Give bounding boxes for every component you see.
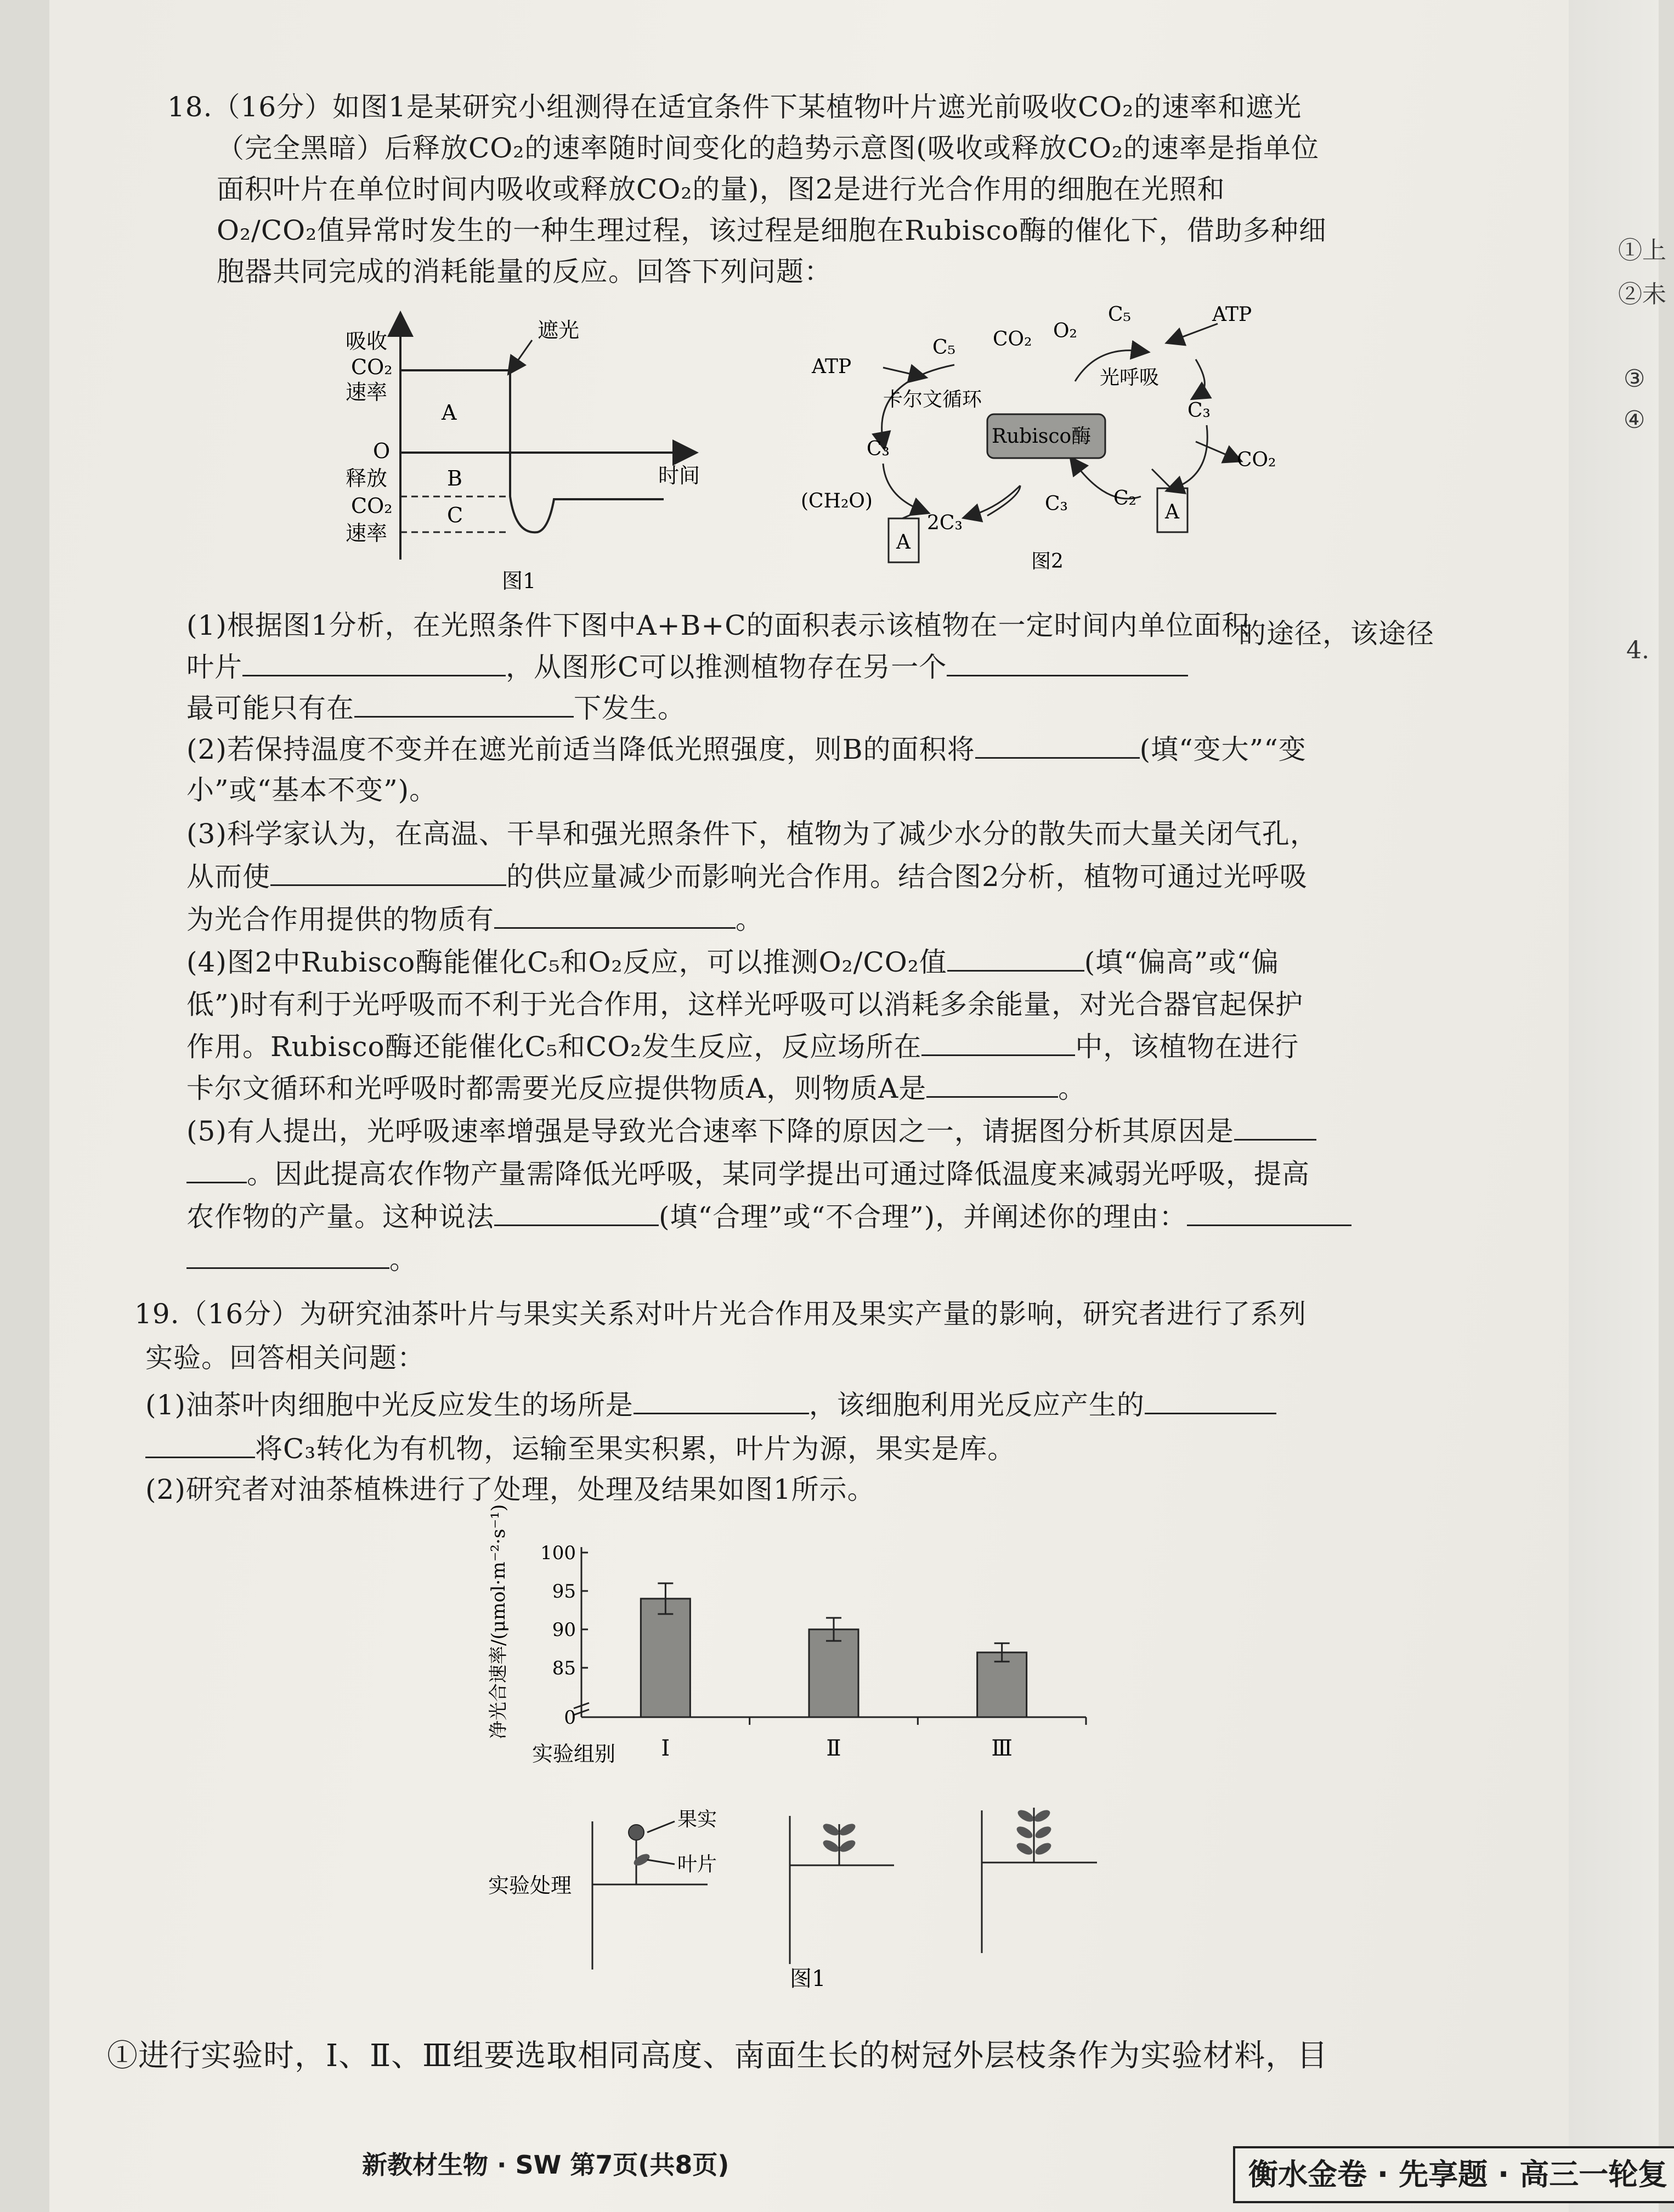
q18-sub5-line3: 农作物的产量。这种说法 (填“合理”或“不合理”)，并阐述你的理由： bbox=[186, 1203, 1351, 1231]
answer-blank bbox=[270, 862, 506, 886]
answer-blank bbox=[186, 1160, 247, 1183]
q18-sub3-line1: (3)科学家认为，在高温、干旱和强光照条件下，植物为了减少水分的散失而大量关闭气孔， bbox=[186, 818, 1318, 850]
fig1-ylabel-bottom-1: 释放 bbox=[346, 466, 388, 490]
fig2-rubisco: Rubisco酶 bbox=[992, 425, 1092, 448]
y-tick-label: 90 bbox=[552, 1619, 576, 1641]
q19-line-1: 19.（16分）为研究油茶叶片与果实关系对叶片光合作用及果实产量的影响，研究者进行了系列 bbox=[134, 1298, 1307, 1330]
fig1-shade-label: 遮光 bbox=[538, 318, 580, 342]
fig1-region-a: A bbox=[442, 400, 457, 425]
edge-fragment: 4. bbox=[1626, 636, 1649, 664]
fig2-o2: O₂ bbox=[1053, 320, 1077, 342]
q18-figure-1 bbox=[307, 307, 724, 592]
answer-blank bbox=[1145, 1391, 1276, 1414]
fig2-c3-left: C₃ bbox=[867, 438, 890, 460]
fig1-ylabel-top-2: CO₂ bbox=[351, 355, 393, 379]
treatment-label: 实验处理 bbox=[488, 1874, 572, 1898]
y-tick-label: 95 bbox=[552, 1581, 576, 1602]
fig2-c5-left: C₅ bbox=[932, 336, 955, 359]
fig1-xlabel: 时间 bbox=[658, 464, 700, 488]
chart-caption: 图1 bbox=[790, 1966, 826, 1991]
fig1-region-c: C bbox=[447, 503, 463, 527]
fig2-co2-out: CO₂ bbox=[1237, 449, 1276, 471]
q19-sub1-line2: 将C₃转化为有机物，运输至果实积累，叶片为源，果实是库。 bbox=[145, 1435, 1015, 1463]
fig1-caption: 图1 bbox=[502, 569, 536, 593]
q18-sub1-line3: 最可能只有在 下发生。 bbox=[186, 692, 686, 724]
q19-sub2-line1: (2)研究者对油茶植株进行了处理，处理及结果如图1所示。 bbox=[145, 1474, 875, 1505]
q19-figure-1 bbox=[472, 1504, 1141, 1991]
y-tick-label: 100 bbox=[540, 1542, 576, 1564]
fig2-c3-right: C₃ bbox=[1187, 399, 1211, 422]
bar-chart-plot bbox=[540, 1542, 1086, 1761]
q18-line-1: 18.（16分）如图1是某研究小组测得在适宜条件下某植物叶片遮光前吸收CO₂的速率和遮光 bbox=[167, 91, 1302, 123]
q18-sub4-line1: (4)图2中Rubisco酶能催化C₅和O₂反应，可以推测O₂/CO₂值 (填“偏高”或“偏 bbox=[186, 946, 1279, 978]
q18-sub4-line4: 卡尔文循环和光呼吸时都需要光反应提供物质A，则物质A是 。 bbox=[186, 1073, 1087, 1104]
category-label-3: Ⅲ bbox=[991, 1736, 1013, 1761]
fig2-a-left: A bbox=[896, 531, 910, 554]
answer-blank bbox=[145, 1435, 255, 1458]
q18-sub2-line2: 小”或“基本不变”)。 bbox=[186, 774, 438, 806]
fig2-c5-right: C₅ bbox=[1108, 303, 1131, 326]
q18-line-4: O₂/CO₂值异常时发生的一种生理过程，该过程是细胞在Rubisco酶的催化下，借助多种细 bbox=[217, 215, 1327, 246]
answer-blank bbox=[947, 653, 1188, 676]
q18-sub1-line1: (1)根据图1分析，在光照条件下图中A+B+C的面积表示该植物在一定时间内单位面积 bbox=[186, 610, 1250, 641]
category-label-1: Ⅰ bbox=[661, 1736, 670, 1761]
fig2-atp-right: ATP bbox=[1212, 303, 1252, 326]
edge-fragment: ③ bbox=[1624, 365, 1645, 393]
edge-fragment: ②未 bbox=[1618, 280, 1666, 308]
q18-line-3: 面积叶片在单位时间内吸收或释放CO₂的量)，图2是进行光合作用的细胞在光照和 bbox=[217, 173, 1225, 205]
y-tick-label: 85 bbox=[552, 1657, 576, 1679]
q18-line-2: （完全黑暗）后释放CO₂的速率随时间变化的趋势示意图(吸收或释放CO₂的速率是指单位 bbox=[217, 132, 1320, 164]
fig2-caption: 图2 bbox=[1031, 550, 1064, 573]
fig2-c3-bottom: C₃ bbox=[1045, 493, 1068, 515]
answer-blank bbox=[494, 1203, 659, 1226]
fig1-ylabel-bottom-3: 速率 bbox=[346, 521, 388, 545]
answer-blank bbox=[242, 653, 506, 676]
page-footer: 新教材生物 · SW 第7页(共8页) bbox=[362, 2150, 729, 2180]
q18-sub2-line1: (2)若保持温度不变并在遮光前适当降低光照强度，则B的面积将 (填“变大”“变 bbox=[186, 733, 1307, 765]
q18-sub3-line3: 为光合作用提供的物质有 。 bbox=[186, 904, 764, 935]
q19-sub1-line1: (1)油茶叶肉细胞中光反应发生的场所是 ，该细胞利用光反应产生的 bbox=[145, 1391, 1276, 1419]
leaf-label: 叶片 bbox=[677, 1853, 717, 1876]
q18-sub1-line2: 叶片 ，从图形C可以推测植物存在另一个 bbox=[186, 653, 1188, 681]
bar-2 bbox=[809, 1629, 858, 1717]
fig1-ylabel-bottom-2: CO₂ bbox=[351, 494, 393, 518]
category-label-2: Ⅱ bbox=[826, 1736, 841, 1761]
fig1-ylabel-top-1: 吸收 bbox=[346, 329, 388, 353]
adjacent-page-edge bbox=[1569, 0, 1659, 2212]
answer-blank bbox=[1234, 1117, 1316, 1141]
q18-sub5-line1: (5)有人提出，光呼吸速率增强是导致光合速率下降的原因之一，请据图分析其原因是 bbox=[186, 1117, 1316, 1145]
fig1-origin: O bbox=[373, 439, 391, 463]
q18-sub4-line2: 低”)时有利于光呼吸而不利于光合作用，这样光呼吸可以消耗多余能量，对光合器官起保护 bbox=[186, 989, 1304, 1020]
answer-blank bbox=[926, 1074, 1058, 1098]
fruit-label: 果实 bbox=[677, 1808, 717, 1831]
fig2-photorespiration: 光呼吸 bbox=[1100, 366, 1160, 389]
answer-blank bbox=[947, 948, 1084, 972]
q18-line-5: 胞器共同完成的消耗能量的反应。回答下列问题： bbox=[217, 256, 832, 287]
y-tick-label-zero: 0 bbox=[564, 1707, 576, 1729]
q18-sub5-line4: 。 bbox=[186, 1245, 417, 1273]
bar-1 bbox=[641, 1599, 690, 1717]
fig2-calvin-cycle: 卡尔文循环 bbox=[883, 388, 982, 411]
q18-sub5-line2: 。因此提高农作物产量需降低光呼吸，某同学提出可通过降低温度来减弱光呼吸，提高 bbox=[186, 1160, 1310, 1188]
q18-sub4-line3: 作用。Rubisco酶还能催化C₅和CO₂发生反应，反应场所在 中，该植物在进行 bbox=[186, 1031, 1299, 1063]
chart-xlabel: 实验组别 bbox=[532, 1742, 616, 1766]
answer-blank bbox=[186, 1245, 389, 1269]
q19-line-2: 实验。回答相关问题： bbox=[145, 1342, 425, 1374]
answer-blank bbox=[1187, 1203, 1351, 1226]
fig2-ch2o: (CH₂O) bbox=[801, 490, 873, 512]
fig2-co2-in: CO₂ bbox=[993, 328, 1032, 351]
fig2-a-right: A bbox=[1165, 501, 1179, 523]
edge-fragment: ④ bbox=[1624, 406, 1645, 434]
answer-blank bbox=[354, 694, 574, 718]
fig2-2c3: 2C₃ bbox=[927, 512, 963, 534]
fig1-region-b: B bbox=[447, 466, 462, 490]
fig2-c2: C₂ bbox=[1113, 487, 1136, 510]
brand-banner: 衡水金卷 · 先享题 · 高三一轮复 bbox=[1233, 2146, 1674, 2203]
answer-blank bbox=[634, 1391, 809, 1414]
answer-blank bbox=[921, 1032, 1075, 1056]
answer-blank bbox=[494, 905, 736, 929]
q19-sub2-item1: ①进行实验时，Ⅰ、Ⅱ、Ⅲ组要选取相同高度、南面生长的树冠外层枝条作为实验材料，目 bbox=[107, 2038, 1328, 2074]
fig1-ylabel-top-3: 速率 bbox=[346, 380, 388, 404]
chart-ylabel: 净光合速率/(μmol·m⁻²·s⁻¹) bbox=[488, 1504, 510, 1739]
q18-sub1-cont: 的途径，该途径 bbox=[1238, 618, 1434, 650]
q18-figure-2 bbox=[790, 299, 1283, 584]
edge-fragment: ①上 bbox=[1618, 236, 1666, 264]
fig2-atp-left: ATP bbox=[812, 356, 852, 378]
q18-sub3-line2: 从而使 的供应量减少而影响光合作用。结合图2分析，植物可通过光呼吸 bbox=[186, 861, 1308, 893]
answer-blank bbox=[975, 735, 1140, 759]
